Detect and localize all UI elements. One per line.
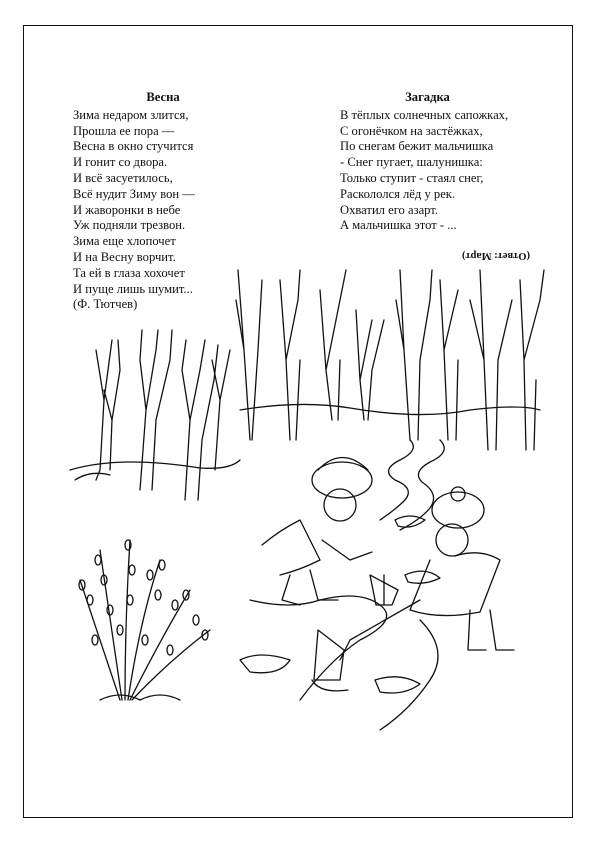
poem-line: Весна в окно стучится — [73, 139, 194, 154]
riddle-title: Загадка — [405, 90, 450, 104]
riddle-line: По снегам бежит мальчишка — [340, 139, 494, 154]
riddle-line: Охватил его азарт. — [340, 202, 438, 217]
poem-line: Уж подняли трезвон. — [73, 218, 186, 233]
riddle-line: В тёплых солнечных сапожках, — [340, 107, 509, 122]
poem-line: И всё засуетилось, — [73, 170, 173, 185]
boy-figure — [262, 458, 398, 606]
poem-line: Та ей в глаза хохочет — [73, 265, 185, 280]
girl-figure — [340, 487, 514, 660]
poem-line: Зима недаром злится, — [73, 107, 189, 122]
riddle-line: Раскололся лёд у рек. — [340, 186, 456, 201]
riddle-line: Только ступит - стаял снег, — [340, 170, 484, 185]
poem-line: Зима еще хлопочет — [73, 234, 176, 249]
riddle-line: С огонёчком на застёжках, — [340, 123, 483, 138]
riddle-line: - Снег пугает, шалунишка: — [340, 155, 483, 170]
poem-line: И жаворонки в небе — [73, 202, 181, 217]
riddle-line: А мальчишка этот - ... — [340, 218, 457, 233]
poem-title: Весна — [146, 90, 180, 104]
poem-line: И на Весну ворчит. — [73, 249, 176, 264]
poem-line: Всё нудит Зиму вон — — [73, 186, 195, 201]
poem-line: И гонит со двора. — [73, 155, 168, 170]
right-trees — [236, 270, 544, 450]
ground-items — [240, 516, 440, 693]
poem-author: (Ф. Тютчев) — [73, 297, 138, 312]
poem-line: И пуще лишь шумит... — [73, 281, 193, 296]
poem-line: Прошла ее пора — — [73, 123, 175, 138]
willow-bush — [79, 540, 210, 700]
riddle-answer-upside-down: (Ответ: Март) — [462, 250, 530, 261]
left-trees — [70, 330, 240, 500]
